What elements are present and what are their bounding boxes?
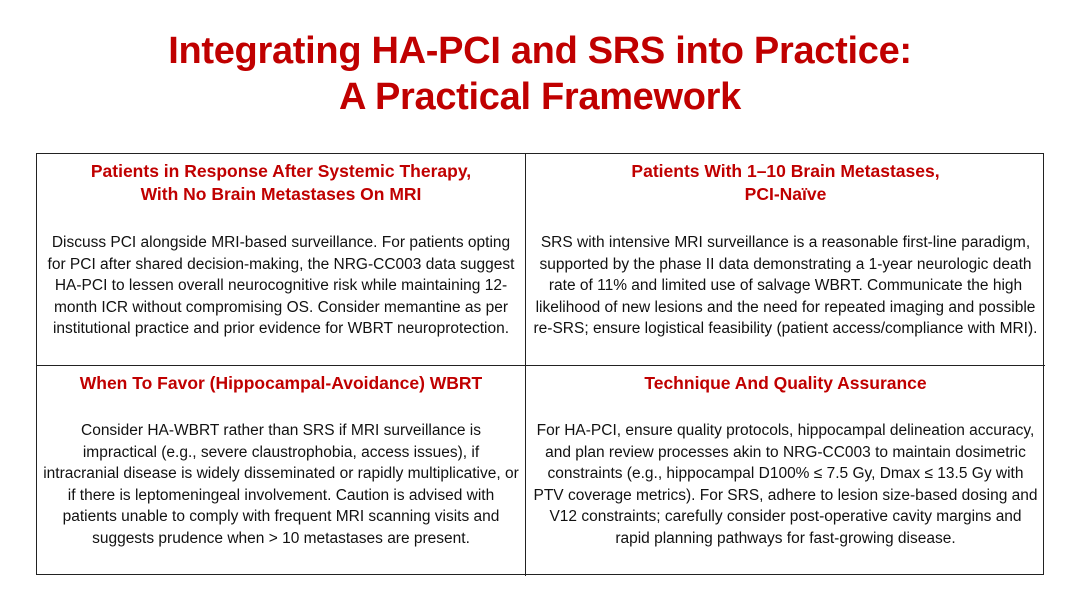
cell-heading [532,372,1039,395]
cell-heading-line: Patients With 1–10 Brain Metastases, [631,161,940,181]
cell-heading [43,160,519,206]
cell-body: For HA-PCI, ensure quality protocols, hippocampal delineation accuracy, and plan review processes akin to NRG-CC003 to maintain dosimetric constraints (e.g., hippocampal D100% ≤ 7.5 Gy, Dmax ≤ 13.5 Gy with PTV coverage metrics). For SRS, adhere to lesion size-based dosing and V12 constraints; carefully consider post-operative cavity margins and rapid planning pathways for fast-growing disease. [533,422,1038,547]
cell-favor-ha-wbrt [37,366,526,576]
cell-body: SRS with intensive MRI surveillance is a reasonable first-line paradigm, supported by the phase II data demonstrating a 1-year neurologic death rate of 11% and limited use of salvage WBRT. Communicate the high likelihood of new lesions and the need for repeated imaging and possible re-SRS; ensure logistical feasibility (patient access/compliance with MRI). [533,234,1038,337]
framework-table [36,153,1044,575]
slide-title [0,28,1080,120]
cell-heading-line: Patients in Response After Systemic Therapy, [90,161,472,181]
cell-heading [532,160,1039,206]
cell-heading-line: When To Favor (Hippocampal-Avoidance) WBRT [79,373,483,393]
cell-1-10-brain-metastases [526,154,1045,366]
cell-heading-line: With No Brain Metastases On MRI [140,184,422,204]
cell-body: Consider HA-WBRT rather than SRS if MRI surveillance is impractical (e.g., severe claustrophobia, access issues), if intracranial disease is widely disseminated or rapidly multiplicative, or if there is leptomeningeal involvement. Caution is advised with patients unable to comply with frequent MRI scanning visits and suggests prudence when > 10 metastases are present. [43,422,519,547]
cell-no-brain-metastases [37,154,526,366]
cell-heading [43,372,519,395]
cell-heading-line: PCI-Naïve [744,184,827,204]
slide-title-line-2: A Practical Framework [338,76,742,118]
cell-body: Discuss PCI alongside MRI-based surveillance. For patients opting for PCI after shared decision-making, the NRG-CC003 data suggest HA-PCI to lessen overall neurocognitive risk while maintaining 12-month ICR without compromising OS. Consider memantine as per institutional practice and prior evidence for WBRT neuroprotection. [47,234,515,337]
slide-title-line-1: Integrating HA-PCI and SRS into Practice: [168,30,912,72]
cell-heading-line: Technique And Quality Assurance [644,373,927,393]
cell-technique-qa [526,366,1045,576]
